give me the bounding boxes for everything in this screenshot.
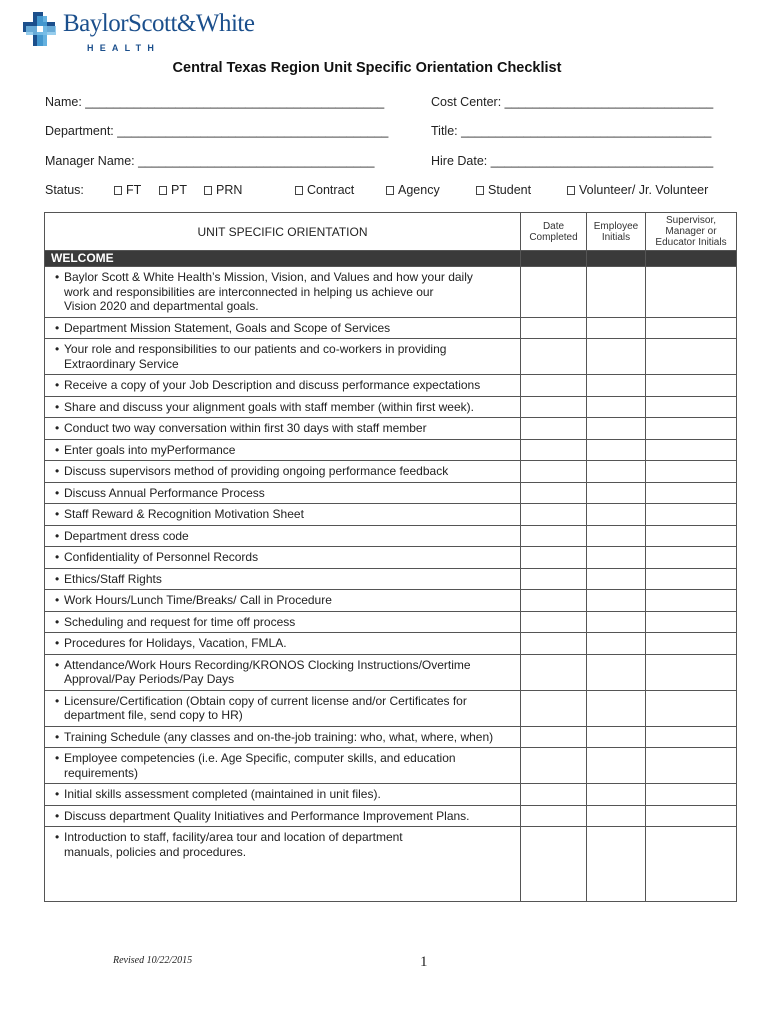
checklist-item-text: [45, 611, 521, 633]
bullet-icon: •: [55, 507, 60, 521]
table-row: [45, 482, 737, 504]
status-option-student[interactable]: [476, 183, 531, 197]
revision-date: Revised 10/22/2015: [113, 955, 193, 966]
employee-initials-cell[interactable]: [587, 482, 646, 504]
supervisor-initials-cell[interactable]: [646, 525, 737, 547]
bullet-icon: •: [55, 693, 60, 708]
table-row: [45, 461, 737, 483]
header-line: Employee: [593, 220, 639, 232]
bullet-icon: •: [55, 593, 60, 607]
bullet-icon: •: [55, 571, 60, 586]
name-field[interactable]: Name: ___________________________________________: [45, 95, 385, 109]
bullet-icon: •: [55, 378, 60, 392]
checklist-item-text: [45, 375, 521, 397]
supervisor-initials-cell[interactable]: [646, 418, 737, 440]
item-line: Procedures for Holidays, Vacation, FMLA.: [64, 636, 287, 650]
logo-subtitle: HEALTH: [87, 43, 161, 53]
status-option-agency[interactable]: [386, 183, 440, 197]
bullet-icon: •: [55, 830, 60, 844]
item-line: Work Hours/Lunch Time/Breaks/ Call in Procedure: [64, 593, 332, 607]
employee-initials-cell[interactable]: [587, 748, 646, 784]
checkbox-icon[interactable]: [295, 186, 303, 195]
date-completed-cell[interactable]: [521, 748, 587, 784]
baylor-scott-white-logo: [22, 10, 255, 53]
cross-logo-icon: [22, 10, 58, 48]
status-option-ft[interactable]: [114, 183, 141, 197]
date-completed-cell[interactable]: [521, 568, 587, 590]
supervisor-initials-cell[interactable]: [646, 439, 737, 461]
status-option-contract[interactable]: [295, 183, 354, 197]
header-line: Completed: [529, 231, 578, 243]
table-row: [45, 317, 737, 339]
item-line: Scheduling and request for time off process: [64, 614, 296, 629]
employee-initials-cell[interactable]: [587, 267, 646, 318]
bullet-icon: •: [55, 550, 60, 564]
item-line: Discuss Annual Performance Process: [64, 485, 265, 500]
checklist-item-text: [45, 267, 521, 318]
item-line: Baylor Scott & White Health’s Mission, Vision, and Values and how your daily: [64, 270, 473, 284]
table-row: [45, 396, 737, 418]
checklist-item-text: [45, 525, 521, 547]
date-completed-cell[interactable]: [521, 784, 587, 806]
employee-initials-cell[interactable]: [587, 827, 646, 902]
checklist-item-text: [45, 317, 521, 339]
checklist-item-text: [45, 590, 521, 612]
bullet-icon: •: [55, 528, 60, 543]
table-row: [45, 267, 737, 318]
item-line: Extraordinary Service: [64, 356, 179, 371]
item-line: Approval/Pay Periods/Pay Days: [64, 672, 235, 686]
logo-wordmark: BaylorScott&White: [63, 10, 255, 37]
status-option-volunteer[interactable]: [567, 183, 708, 197]
bullet-icon: •: [55, 342, 60, 356]
status-option-label: Contract: [307, 183, 355, 197]
employee-initials-cell[interactable]: [587, 439, 646, 461]
table-row: [45, 418, 737, 440]
section-row-welcome: [45, 251, 737, 267]
header-line: Educator Initials: [655, 237, 727, 248]
bullet-icon: •: [55, 442, 60, 457]
employee-initials-cell[interactable]: [587, 504, 646, 526]
supervisor-initials-cell[interactable]: [646, 611, 737, 633]
table-row: [45, 611, 737, 633]
bullet-icon: •: [55, 751, 60, 765]
page-title: Central Texas Region Unit Specific Orientation Checklist: [172, 60, 562, 76]
table-row: [45, 525, 737, 547]
item-line: Enter goals into myPerformance: [64, 442, 236, 457]
date-completed-cell[interactable]: [521, 805, 587, 827]
date-completed-cell[interactable]: [521, 375, 587, 397]
checklist-item-text: [45, 690, 521, 726]
date-completed-cell[interactable]: [521, 654, 587, 690]
checklist-item-text: [45, 784, 521, 806]
bullet-icon: •: [55, 464, 60, 478]
checklist-item-text: [45, 339, 521, 375]
supervisor-initials-cell[interactable]: [646, 267, 737, 318]
date-completed-cell[interactable]: [521, 690, 587, 726]
date-completed-cell[interactable]: [521, 396, 587, 418]
item-line: Initial skills assessment completed (maintained in unit files).: [64, 787, 381, 801]
bullet-icon: •: [55, 657, 60, 672]
table-row: [45, 690, 737, 726]
employee-initials-cell[interactable]: [587, 547, 646, 569]
item-line: Department Mission Statement, Goals and Scope of Services: [64, 320, 391, 335]
date-completed-cell[interactable]: [521, 439, 587, 461]
hire-date-field[interactable]: Hire Date: ________________________________: [431, 154, 714, 168]
employee-initials-cell[interactable]: [587, 461, 646, 483]
checklist-item-text: [45, 418, 521, 440]
item-line: Department dress code: [64, 528, 189, 543]
checklist-item-text: [45, 504, 521, 526]
supervisor-initials-cell[interactable]: [646, 827, 737, 902]
status-option-label: PRN: [216, 183, 243, 197]
employee-initials-cell[interactable]: [587, 611, 646, 633]
checkbox-icon[interactable]: [114, 186, 122, 195]
checklist-item-text: [45, 654, 521, 690]
item-line: manuals, policies and procedures.: [64, 844, 247, 859]
date-completed-cell[interactable]: [521, 482, 587, 504]
column-header-supervisor-initials: [646, 213, 737, 251]
table-row: [45, 375, 737, 397]
checklist-item-text: [45, 633, 521, 655]
checkbox-icon[interactable]: [204, 186, 212, 195]
supervisor-initials-cell[interactable]: [646, 317, 737, 339]
employee-initials-cell[interactable]: [587, 375, 646, 397]
column-header-orientation: UNIT SPECIFIC ORIENTATION: [45, 213, 521, 251]
item-line: Confidentiality of Personnel Records: [64, 550, 259, 564]
item-line: Discuss department Quality Initiatives and Performance Improvement Plans.: [64, 808, 470, 823]
bullet-icon: •: [55, 636, 60, 650]
employee-initials-cell[interactable]: [587, 396, 646, 418]
date-completed-cell[interactable]: [521, 547, 587, 569]
checklist-item-text: [45, 482, 521, 504]
supervisor-initials-cell[interactable]: [646, 748, 737, 784]
checklist-item-text: [45, 805, 521, 827]
date-completed-cell[interactable]: [521, 611, 587, 633]
supervisor-initials-cell[interactable]: [646, 547, 737, 569]
bullet-icon: •: [55, 320, 60, 335]
table-row: [45, 568, 737, 590]
supervisor-initials-cell[interactable]: [646, 654, 737, 690]
table-row: [45, 439, 737, 461]
date-completed-cell[interactable]: [521, 418, 587, 440]
supervisor-initials-cell[interactable]: [646, 726, 737, 748]
date-completed-cell[interactable]: [521, 633, 587, 655]
checklist-item-text: [45, 748, 521, 784]
item-line: Attendance/Work Hours Recording/KRONOS Clocking Instructions/Overtime: [64, 657, 471, 672]
bullet-icon: •: [55, 729, 60, 744]
item-line: Conduct two way conversation within first 30 days with staff member: [64, 421, 427, 435]
table-row: [45, 504, 737, 526]
checkbox-icon[interactable]: [159, 186, 167, 195]
employee-initials-cell[interactable]: [587, 525, 646, 547]
checklist-item-text: [45, 396, 521, 418]
column-header-date-completed: [521, 213, 587, 251]
bullet-icon: •: [55, 485, 60, 500]
header-line: Date: [542, 220, 565, 232]
table-row: [45, 633, 737, 655]
checkbox-icon[interactable]: [567, 186, 575, 195]
table-row: [45, 339, 737, 375]
item-line: Discuss supervisors method of providing ongoing performance feedback: [64, 464, 449, 478]
table-row: [45, 827, 737, 902]
table-row: [45, 805, 737, 827]
status-option-prn[interactable]: [204, 183, 242, 197]
status-option-label: Volunteer/ Jr. Volunteer: [579, 183, 709, 197]
supervisor-initials-cell[interactable]: [646, 633, 737, 655]
table-header-row: [45, 213, 737, 251]
date-completed-cell[interactable]: [521, 267, 587, 318]
supervisor-initials-cell[interactable]: [646, 805, 737, 827]
item-line: Your role and responsibilities to our patients and co-workers in providing: [64, 342, 447, 356]
orientation-checklist-table: [44, 212, 737, 902]
checklist-item-text: [45, 726, 521, 748]
supervisor-initials-cell[interactable]: [646, 396, 737, 418]
table-row: [45, 654, 737, 690]
item-line: Training Schedule (any classes and on-the-job training: who, what, where, when): [64, 729, 494, 744]
status-option-label: FT: [126, 183, 142, 197]
supervisor-initials-cell[interactable]: [646, 461, 737, 483]
section-filler: [587, 251, 646, 267]
employee-initials-cell[interactable]: [587, 317, 646, 339]
date-completed-cell[interactable]: [521, 525, 587, 547]
supervisor-initials-cell[interactable]: [646, 690, 737, 726]
supervisor-initials-cell[interactable]: [646, 784, 737, 806]
item-line: Introduction to staff, facility/area tour and location of department: [64, 830, 403, 844]
item-line: Employee competencies (i.e. Age Specific, computer skills, and education: [64, 751, 456, 765]
item-line: work and responsibilities are interconnected in helping us achieve our: [64, 284, 434, 299]
supervisor-initials-cell[interactable]: [646, 590, 737, 612]
employee-initials-cell[interactable]: [587, 568, 646, 590]
checklist-item-text: [45, 568, 521, 590]
supervisor-initials-cell[interactable]: [646, 375, 737, 397]
bullet-icon: •: [55, 399, 60, 414]
cost-center-field[interactable]: Cost Center: ______________________________: [431, 95, 714, 109]
checklist-item-text: [45, 547, 521, 569]
employee-initials-cell[interactable]: [587, 339, 646, 375]
checkbox-icon[interactable]: [476, 186, 484, 195]
section-filler: [646, 251, 737, 267]
date-completed-cell[interactable]: [521, 726, 587, 748]
page-number: 1: [420, 954, 428, 970]
status-label: Status:: [45, 183, 84, 197]
item-line: Share and discuss your alignment goals with staff member (within first week).: [64, 399, 474, 414]
status-option-label: Student: [488, 183, 532, 197]
employee-initials-cell[interactable]: [587, 654, 646, 690]
date-completed-cell[interactable]: [521, 317, 587, 339]
status-option-label: PT: [171, 183, 187, 197]
manager-name-field[interactable]: Manager Name: __________________________________: [45, 154, 375, 168]
table-row: [45, 590, 737, 612]
bullet-icon: •: [55, 808, 60, 823]
header-line: Manager or: [665, 226, 717, 237]
table-row: [45, 547, 737, 569]
item-line: Licensure/Certification (Obtain copy of current license and/or Certificates for: [64, 693, 467, 708]
status-option-pt[interactable]: [159, 183, 187, 197]
date-completed-cell[interactable]: [521, 339, 587, 375]
table-row: [45, 726, 737, 748]
employee-initials-cell[interactable]: [587, 590, 646, 612]
checkbox-icon[interactable]: [386, 186, 394, 195]
employee-initials-cell[interactable]: [587, 418, 646, 440]
checklist-items: [45, 267, 737, 902]
table-row: [45, 784, 737, 806]
column-header-employee-initials: [587, 213, 646, 251]
bullet-icon: •: [55, 421, 60, 435]
employee-initials-cell[interactable]: [587, 784, 646, 806]
checklist-item-text: [45, 827, 521, 902]
employee-initials-cell[interactable]: [587, 633, 646, 655]
header-line: Initials: [601, 231, 631, 243]
section-filler: [521, 251, 587, 267]
section-title: WELCOME: [45, 251, 521, 267]
bullet-icon: •: [55, 787, 60, 801]
item-line: Staff Reward & Recognition Motivation Sheet: [64, 507, 304, 521]
table-row: [45, 748, 737, 784]
bullet-icon: •: [55, 270, 60, 284]
date-completed-cell[interactable]: [521, 461, 587, 483]
item-line: Ethics/Staff Rights: [64, 571, 162, 586]
employee-initials-cell[interactable]: [587, 805, 646, 827]
employee-initials-cell[interactable]: [587, 726, 646, 748]
supervisor-initials-cell[interactable]: [646, 504, 737, 526]
supervisor-initials-cell[interactable]: [646, 568, 737, 590]
supervisor-initials-cell[interactable]: [646, 482, 737, 504]
date-completed-cell[interactable]: [521, 590, 587, 612]
status-option-label: Agency: [398, 183, 440, 197]
bullet-icon: •: [55, 614, 60, 629]
checklist-item-text: [45, 461, 521, 483]
date-completed-cell[interactable]: [521, 504, 587, 526]
item-line: Receive a copy of your Job Description and discuss performance expectations: [64, 378, 481, 392]
date-completed-cell[interactable]: [521, 827, 587, 902]
item-line: Vision 2020 and departmental goals.: [64, 299, 259, 313]
supervisor-initials-cell[interactable]: [646, 339, 737, 375]
header-line: Supervisor,: [665, 215, 717, 226]
item-line: requirements): [64, 765, 139, 780]
title-field[interactable]: Title: ____________________________________: [431, 124, 712, 138]
checklist-item-text: [45, 439, 521, 461]
employee-initials-cell[interactable]: [587, 690, 646, 726]
item-line: department file, send copy to HR): [64, 708, 243, 722]
department-field[interactable]: Department: _______________________________________: [45, 124, 389, 138]
